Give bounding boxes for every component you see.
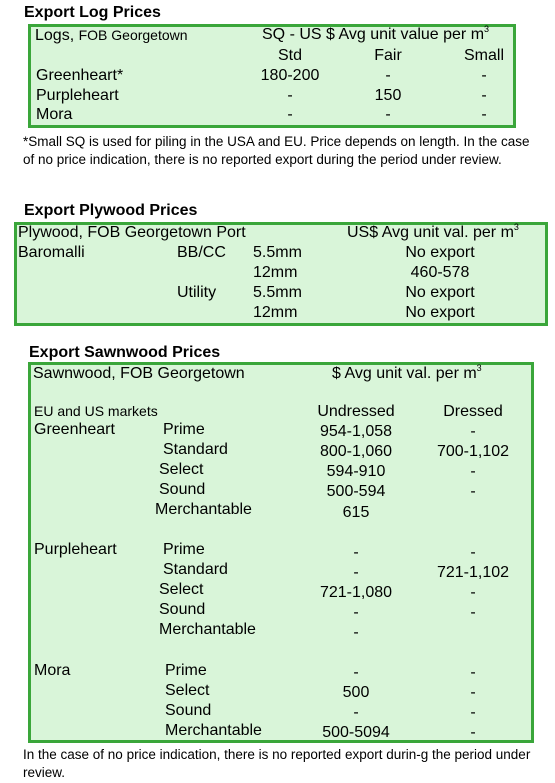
plywood-row-thickness: 12mm bbox=[253, 304, 298, 321]
plywood-row-grade: Utility bbox=[177, 284, 217, 301]
log-row-std: - bbox=[287, 87, 293, 104]
sawnwood-row-dressed: - bbox=[470, 684, 476, 701]
plywood-row-price: No export bbox=[405, 304, 475, 321]
sawnwood-col-dressed: Dressed bbox=[443, 403, 503, 420]
sawnwood-row-dressed: - bbox=[470, 704, 476, 721]
sawnwood-col-undressed: Undressed bbox=[317, 403, 395, 420]
sawnwood-row-undressed: - bbox=[353, 564, 359, 581]
plywood-row-price: No export bbox=[405, 284, 475, 301]
sawnwood-row-species: Mora bbox=[34, 662, 71, 679]
sawnwood-row-dressed: - bbox=[470, 544, 476, 561]
sawnwood-row-grade: Standard bbox=[163, 561, 228, 578]
plywood-header-right bbox=[347, 224, 519, 242]
sawnwood-row-dressed: - bbox=[470, 604, 476, 621]
sawnwood-row-grade: Select bbox=[159, 461, 204, 478]
plywood-header-left: Plywood, FOB Georgetown Port bbox=[18, 224, 246, 241]
sawnwood-row-undressed: - bbox=[353, 604, 359, 621]
sawnwood-row-undressed: 594-910 bbox=[326, 463, 386, 480]
log-header-left-small: FOB Georgetown bbox=[78, 27, 188, 43]
log-row-species: Purpleheart bbox=[36, 87, 119, 104]
plywood-row-thickness: 5.5mm bbox=[253, 244, 302, 261]
sawnwood-row-undressed: - bbox=[353, 704, 359, 721]
sawnwood-row-dressed: - bbox=[470, 724, 476, 741]
sawnwood-row-grade: Sound bbox=[159, 481, 206, 498]
sawnwood-row-undressed: 500-5094 bbox=[322, 724, 390, 741]
sawnwood-row-dressed: - bbox=[470, 664, 476, 681]
log-col-std: Std bbox=[277, 47, 302, 64]
plywood-header-right-sup: 3 bbox=[513, 222, 519, 232]
sawnwood-row-dressed: - bbox=[470, 463, 476, 480]
log-header-right-label: SQ - US $ Avg unit value per m bbox=[262, 26, 485, 43]
log-row-species: Mora bbox=[36, 106, 73, 123]
sawnwood-row-grade: Select bbox=[159, 581, 204, 598]
sawnwood-row-dressed: 700-1,102 bbox=[436, 443, 510, 460]
plywood-row-thickness: 5.5mm bbox=[253, 284, 302, 301]
log-row-std: 180-200 bbox=[260, 67, 320, 84]
log-row-small: - bbox=[481, 87, 487, 104]
sawnwood-row-undressed: 954-1,058 bbox=[319, 423, 393, 440]
plywood-row-species: Baromalli bbox=[18, 244, 85, 261]
sawnwood-prices-title: Export Sawnwood Prices bbox=[29, 344, 221, 361]
sawnwood-row-grade: Merchantable bbox=[159, 621, 256, 638]
sawnwood-row-grade: Prime bbox=[163, 421, 205, 438]
sawnwood-row-undressed: 800-1,060 bbox=[319, 443, 393, 460]
sawnwood-row-undressed: - bbox=[353, 624, 359, 641]
sawnwood-row-grade: Sound bbox=[159, 601, 206, 618]
sawnwood-header-right-label: $ Avg unit val. per m bbox=[332, 365, 477, 382]
log-row-fair: - bbox=[385, 67, 391, 84]
log-row-std: - bbox=[287, 106, 293, 123]
log-col-fair: Fair bbox=[374, 47, 402, 64]
plywood-row-thickness: 12mm bbox=[253, 264, 298, 281]
log-footnote: *Small SQ is used for piling in the USA and EU. Price depends on length. In the case of no price indication, there is no reported export during the period under review. bbox=[23, 134, 530, 167]
sawnwood-row-species: Purpleheart bbox=[34, 541, 117, 558]
sawnwood-row-dressed: - bbox=[470, 584, 476, 601]
sawnwood-header-right bbox=[332, 365, 482, 383]
sawnwood-row-species: Greenheart bbox=[34, 421, 115, 438]
sawnwood-row-undressed: 500 bbox=[342, 684, 370, 701]
sawnwood-row-undressed: 615 bbox=[342, 504, 370, 521]
log-header-right bbox=[262, 26, 489, 44]
sawnwood-row-undressed: - bbox=[353, 544, 359, 561]
log-col-small: Small bbox=[463, 47, 504, 64]
plywood-row-grade: BB/CC bbox=[177, 244, 226, 261]
sawnwood-row-grade: Prime bbox=[163, 541, 205, 558]
log-row-small: - bbox=[481, 106, 487, 123]
sawnwood-row-grade: Merchantable bbox=[155, 501, 252, 518]
sawnwood-row-dressed: 721-1,102 bbox=[436, 564, 510, 581]
log-header-left-label: Logs, bbox=[35, 27, 75, 44]
plywood-row-price: No export bbox=[405, 244, 475, 261]
sawnwood-row-undressed: - bbox=[353, 664, 359, 681]
sawnwood-row-grade: Select bbox=[165, 682, 210, 699]
plywood-header-right-label: US$ Avg unit val. per m bbox=[347, 224, 514, 241]
sawnwood-row-grade: Standard bbox=[163, 441, 228, 458]
sawnwood-row-dressed: - bbox=[470, 483, 476, 500]
sawnwood-footnote: In the case of no price indication, there is no reported export durin-g the period under review. bbox=[23, 747, 531, 780]
log-row-fair: 150 bbox=[374, 87, 402, 104]
sawnwood-row-grade: Prime bbox=[165, 662, 207, 679]
log-prices-title: Export Log Prices bbox=[24, 4, 161, 21]
sawnwood-row-grade: Sound bbox=[165, 702, 212, 719]
sawnwood-row-undressed: 500-594 bbox=[326, 483, 386, 500]
sawnwood-markets-label: EU and US markets bbox=[34, 403, 158, 419]
log-row-fair: - bbox=[385, 106, 391, 123]
sawnwood-header-right-sup: 3 bbox=[476, 363, 482, 373]
plywood-row-price: 460-578 bbox=[410, 264, 470, 281]
plywood-prices-title: Export Plywood Prices bbox=[24, 202, 198, 219]
log-header-left bbox=[35, 27, 188, 45]
sawnwood-row-dressed: - bbox=[470, 423, 476, 440]
sawnwood-row-undressed: 721-1,080 bbox=[319, 584, 393, 601]
log-row-small: - bbox=[481, 67, 487, 84]
sawnwood-header-left: Sawnwood, FOB Georgetown bbox=[33, 365, 245, 382]
log-row-species: Greenheart* bbox=[36, 67, 124, 84]
log-header-right-sup: 3 bbox=[484, 24, 490, 34]
sawnwood-row-grade: Merchantable bbox=[165, 722, 262, 739]
